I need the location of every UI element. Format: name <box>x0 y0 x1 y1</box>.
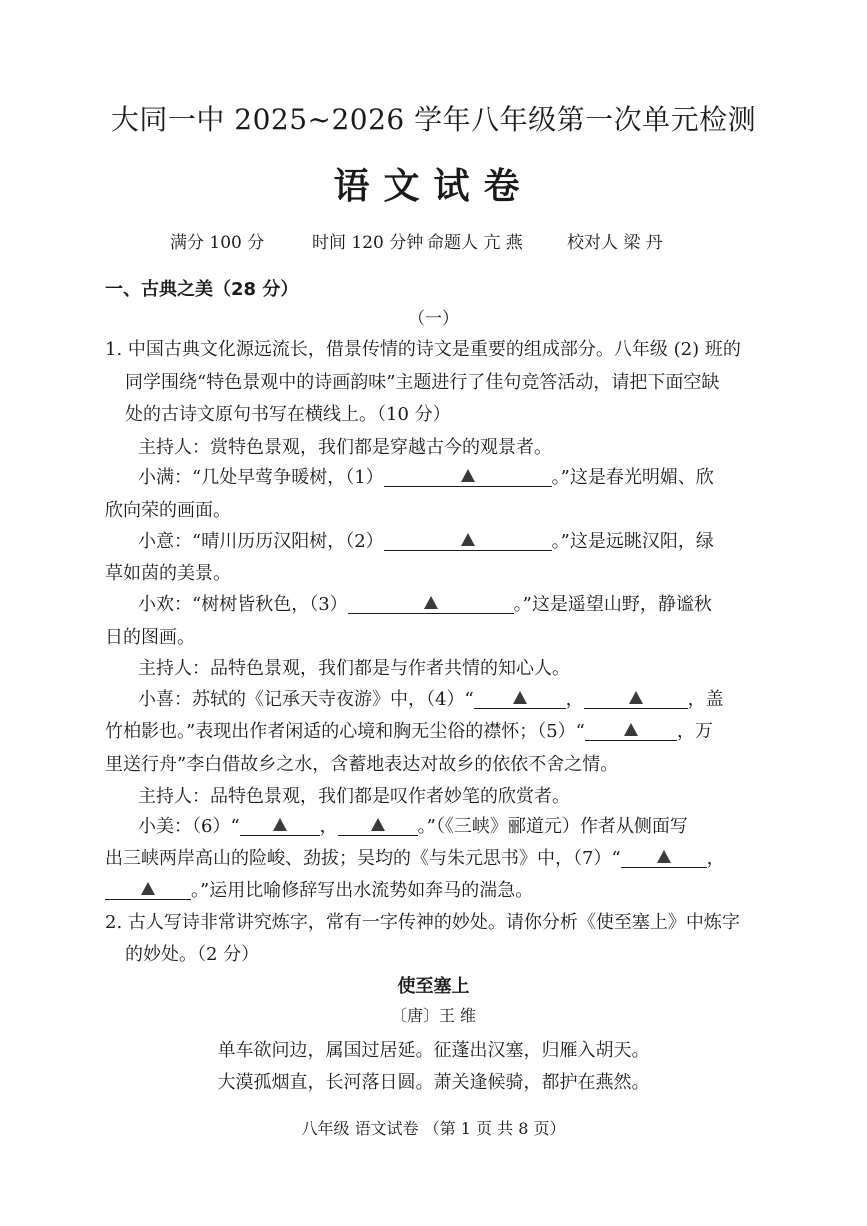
page-footer: 八年级 语文试卷 （第 1 页 共 8 页） <box>301 1119 566 1138</box>
school-title: 大同一中 2025~2026 学年八年级第一次单元检测 <box>110 103 757 136</box>
q1-intro-line-2: 同学围绕“特色景观中的诗画韵味”主题进行了佳句竞答活动，请把下面空缺 <box>125 372 720 393</box>
triangle-icon <box>141 882 155 895</box>
xiaomei-line-3 <box>105 879 533 903</box>
triangle-icon <box>424 596 438 609</box>
xiaoxi-text-d: ，万 <box>676 721 713 742</box>
xiaoxi-line-2 <box>105 720 713 744</box>
poem-author: 〔唐〕王 维 <box>390 1006 477 1025</box>
xiaomei-text-d: ， <box>706 848 725 869</box>
xiaoyi-line <box>138 530 714 554</box>
q1-intro-line-3: 处的古诗文原句书写在横线上。（10 分） <box>125 404 451 425</box>
xiaomei-line-2 <box>105 847 725 871</box>
xiaoxi-sep: ， <box>565 689 584 710</box>
answer-blank-5[interactable] <box>585 720 677 741</box>
section-subheading: （一） <box>408 309 459 329</box>
triangle-icon <box>624 723 638 736</box>
xiaoman-cont: 欣向荣的画面。 <box>105 500 231 521</box>
poem-title: 使至塞上 <box>397 976 470 997</box>
triangle-icon <box>461 533 475 546</box>
q2-line-2: 的妙处。（2 分） <box>125 944 260 965</box>
triangle-icon <box>461 469 475 482</box>
xiaomei-line <box>138 815 688 839</box>
answer-blank-1[interactable] <box>384 466 552 487</box>
xiaohuan-line <box>138 593 712 617</box>
poem-line-1: 单车欲问边，属国过居延。征蓬出汉塞，归雁入胡天。 <box>217 1040 650 1061</box>
full-score: 满分 100 分 <box>170 233 265 253</box>
host-line-2: 主持人：品特色景观，我们都是与作者共情的知心人。 <box>138 658 570 679</box>
xiaoman-line <box>138 466 714 490</box>
xiaomei-text-e: 。”运用比喻修辞写出水流势如奔马的湍急。 <box>191 880 534 901</box>
answer-blank-7b[interactable] <box>105 879 191 900</box>
host-line-3: 主持人：品特色景观，我们都是叹作者妙笔的欣赏者。 <box>138 786 570 807</box>
triangle-icon <box>657 850 671 863</box>
answer-blank-4b[interactable] <box>584 688 688 709</box>
xiaoyi-text-b: 。”这是远眺汉阳，绿 <box>551 531 714 552</box>
q1-intro-line-1: 1. 中国古典文化源远流长，借景传情的诗文是重要的组成部分。八年级 (2) 班的 <box>105 339 741 360</box>
xiaoman-text-b: 。”这是春光明媚、欣 <box>551 467 714 488</box>
answer-blank-6b[interactable] <box>338 815 418 836</box>
xiaomei-text-b: 。”（《三峡》郦道元）作者从侧面写 <box>417 816 688 837</box>
xiaohuan-cont: 日的图画。 <box>105 627 195 648</box>
xiaoxi-text-a: 小喜：苏轼的《记承天寺夜游》中，（4）“ <box>138 689 474 710</box>
proofreader: 校对人 梁 丹 <box>567 233 663 253</box>
triangle-icon <box>273 818 287 831</box>
xiaoxi-line <box>138 688 724 712</box>
xiaoyi-text-a: 小意：“晴川历历汉阳树，（2） <box>138 531 384 552</box>
xiaoman-text-a: 小满：“几处早莺争暖树，（1） <box>138 467 384 488</box>
xiaomei-sep: ， <box>319 816 338 837</box>
triangle-icon <box>513 691 527 704</box>
setter: 命题人 亢 燕 <box>427 233 523 253</box>
exam-time: 时间 120 分钟 <box>312 233 424 253</box>
xiaoxi-cont: 里送行舟”李白借故乡之水，含蓄地表达对故乡的依依不舍之情。 <box>105 754 619 775</box>
triangle-icon <box>371 818 385 831</box>
xiaomei-text-c: 出三峡两岸高山的险峻、劲拔；吴均的《与朱元思书》中，（7）“ <box>105 848 621 869</box>
xiaomei-text-a: 小美：（6）“ <box>138 816 240 837</box>
section-heading: 一、古典之美（28 分） <box>105 279 299 300</box>
answer-blank-4a[interactable] <box>474 688 566 709</box>
xiaoxi-text-c: 竹柏影也。”表现出作者闲适的心境和胸无尘俗的襟怀；（5）“ <box>105 721 585 742</box>
xiaohuan-text-b: 。”这是遥望山野，静谧秋 <box>513 594 712 615</box>
triangle-icon <box>629 691 643 704</box>
q2-line-1: 2. 古人写诗非常讲究炼字，常有一字传神的妙处。请你分析《使至塞上》中炼字 <box>105 912 740 933</box>
paper-title: 语文试卷 <box>333 165 534 207</box>
poem-line-2: 大漠孤烟直，长河落日圆。萧关逢候骑，都护在燕然。 <box>217 1072 650 1093</box>
answer-blank-6a[interactable] <box>240 815 320 836</box>
answer-blank-2[interactable] <box>384 530 552 551</box>
answer-blank-3[interactable] <box>348 593 514 614</box>
xiaoxi-text-b: ，盖 <box>687 689 724 710</box>
xiaoyi-cont: 草如茵的美景。 <box>105 563 231 584</box>
answer-blank-7a[interactable] <box>621 847 707 868</box>
xiaohuan-text-a: 小欢：“树树皆秋色，（3） <box>138 594 348 615</box>
host-line-1: 主持人：赏特色景观，我们都是穿越古今的观景者。 <box>138 437 552 458</box>
